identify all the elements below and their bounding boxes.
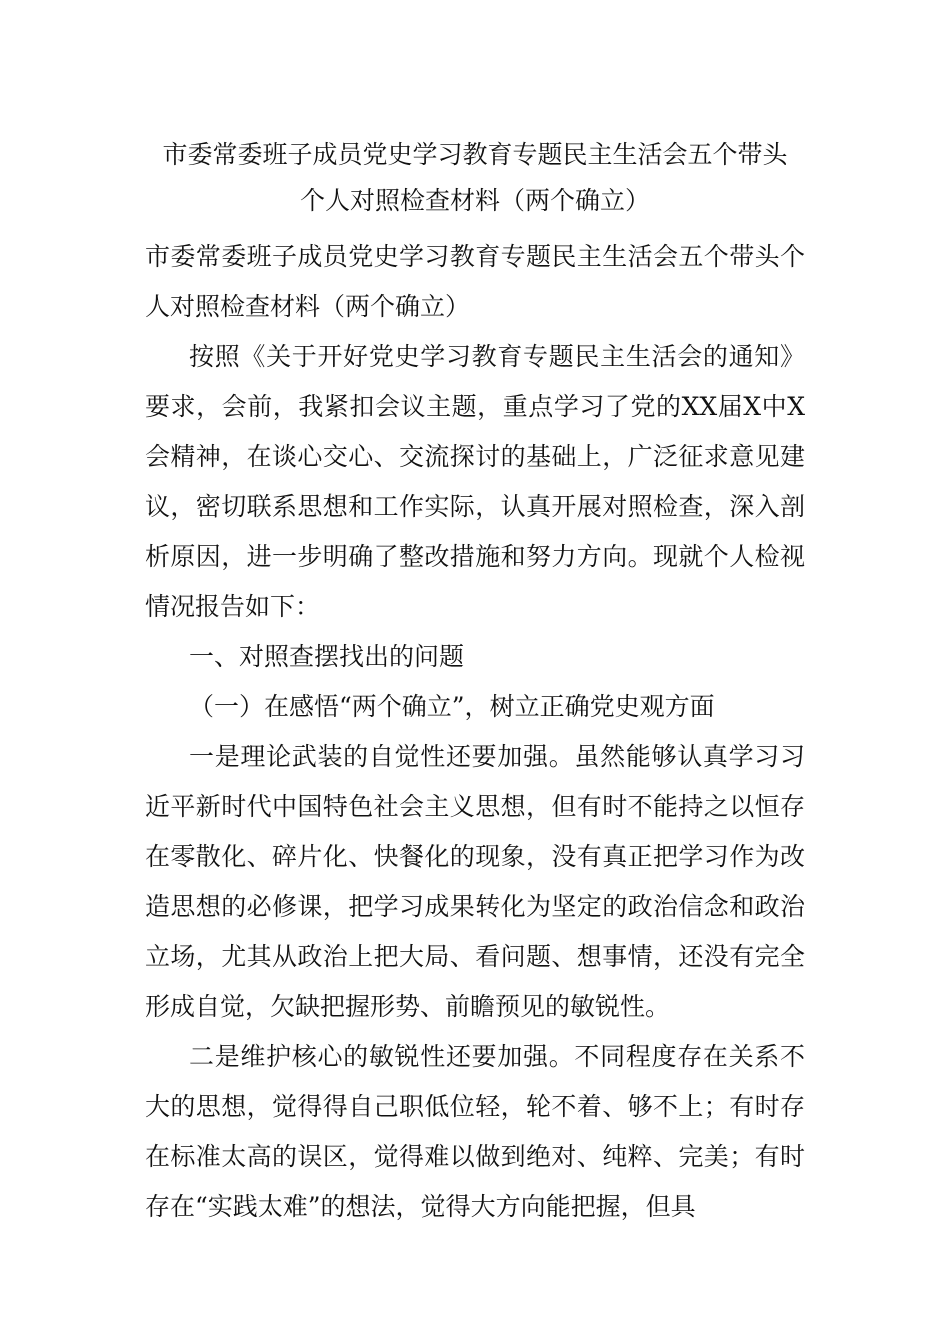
body-paragraph-1: 一是理论武装的自觉性还要加强。虽然能够认真学习习近平新时代中国特色社会主义思想，但有时不能持之以恒存在零散化、碎片化、快餐化的现象，没有真正把学习作为改造思想的必修课，把学习成果转化为坚定的政治信念和政治立场，尤其从政治上把大局、看问题、想事情，还没有完全形成自觉，欠缺把握形势、前瞻预见的敏锐性。 xyxy=(145,742,805,1021)
section-heading-1: 一、对照查摆找出的问题 xyxy=(189,642,465,671)
subsection-heading-1: （一）在感悟“两个确立”，树立正确党史观方面 xyxy=(189,692,715,721)
document-body xyxy=(145,232,805,1232)
intro-paragraph: 按照《关于开好党史学习教育专题民主生活会的通知》要求，会前，我紧扣会议主题，重点学习了党的XX届X中X会精神，在谈心交心、交流探讨的基础上，广泛征求意见建议，密切联系思想和工作实际，认真开展对照检查，深入剖析原因，进一步明确了整改措施和努力方向。现就个人检视情况报告如下： xyxy=(145,342,805,621)
document-title-line-2: 个人对照检查材料（两个确立） xyxy=(299,186,650,215)
document-title-line-1: 市委常委班子成员党史学习教育专题民主生活会五个带头 xyxy=(162,140,788,169)
repeated-title-paragraph: 市委常委班子成员党史学习教育专题民主生活会五个带头个人对照检查材料（两个确立） xyxy=(145,242,805,321)
body-paragraph-2: 二是维护核心的敏锐性还要加强。不同程度存在关系不大的思想，觉得得自己职低位轻，轮不着、够不上；有时存在标准太高的误区，觉得难以做到绝对、纯粹、完美；有时存在“实践太难”的想法，觉得大方向能把握，但具 xyxy=(145,1042,805,1221)
